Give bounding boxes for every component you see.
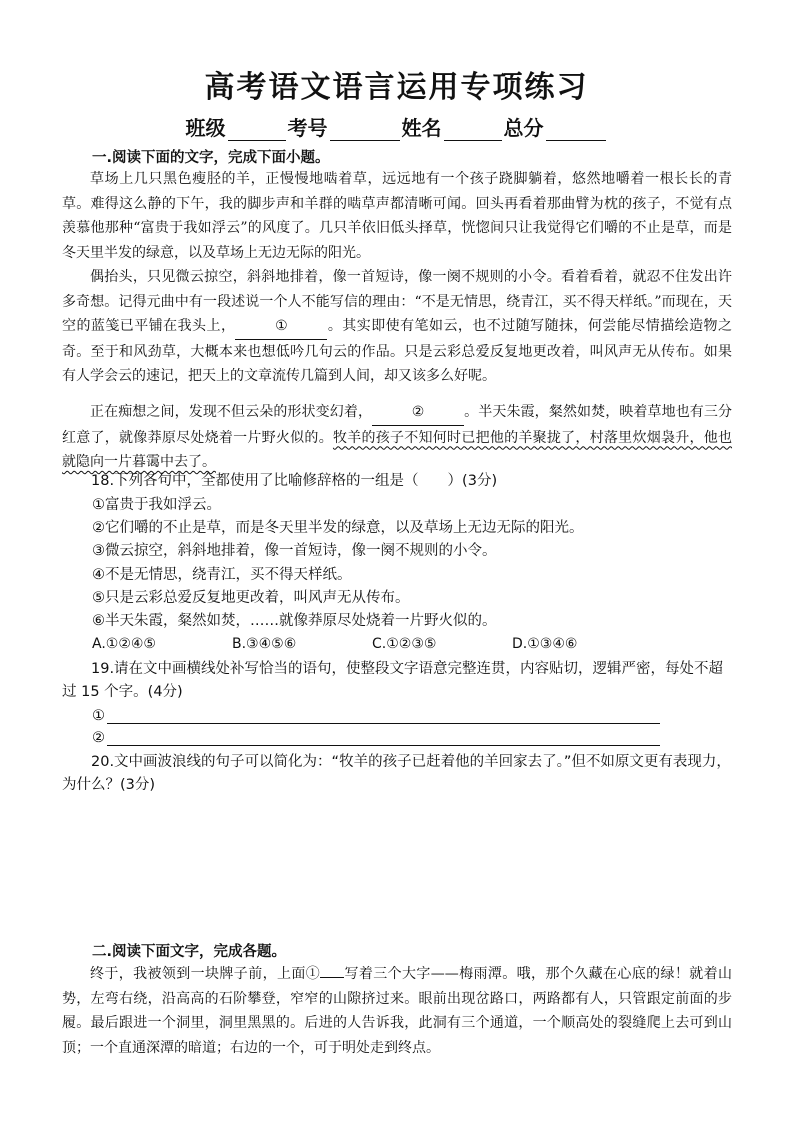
- number-blank[interactable]: [330, 120, 400, 141]
- paragraph3-text-a: 正在痴想之间，发现不但云朵的形状变幻着，: [90, 404, 373, 420]
- q18-option-5: ⑤只是云彩总爱反复地更改着，叫风声无从传布。: [92, 590, 410, 606]
- passage2-text-a: 终于，我被领到一块牌子前，上面①: [90, 966, 321, 982]
- passage1-paragraph2: [62, 265, 732, 389]
- paragraph2-text-b: 。其实即使有笔如云，也不过随写随抹，何尝能尽情描绘造物之奇。至于和风劲草，大概本来也想低吟几句云的作品。只是云彩总爱反复地更改着，叫风声无从传布。如果有人学会云的速记，把天上的文章流传几篇到人间，却又该多么好呢。: [62, 318, 733, 384]
- q18-option-3: ③微云掠空，斜斜地排着，像一首短诗，像一阕不规则的小令。: [92, 543, 497, 559]
- q18-option-6: ⑥半天朱霞，粲然如焚，……就像莽原尽处烧着一片野火似的。: [92, 613, 497, 629]
- blank-1[interactable]: ①: [235, 314, 327, 340]
- q19-answer-line-2[interactable]: [92, 728, 660, 746]
- answer-marker-1: ①: [92, 708, 105, 724]
- wavy-underlined-sentence: 牧羊的孩子不知何时已把他的羊聚拢了，村落里炊烟袅升，他也就隐向一片暮霭中去了。: [62, 429, 733, 470]
- section1-heading: 一.阅读下面的文字，完成下面小题。: [92, 150, 330, 166]
- number-label: 考号: [287, 116, 328, 140]
- q18-choices: [92, 636, 652, 652]
- question-18-stem: 18.下列各句中，全都使用了比喻修辞格的一组是（ ）(3分): [91, 473, 498, 489]
- passage2-blank-1[interactable]: [320, 977, 344, 978]
- answer-line-2[interactable]: [107, 728, 660, 746]
- passage2-paragraph1: [62, 962, 732, 1060]
- class-blank[interactable]: [228, 120, 286, 141]
- answer-marker-2: ②: [92, 730, 105, 746]
- student-info-row: [0, 112, 793, 141]
- question-20-stem: 20.文中画波浪线的句子可以简化为：“牧羊的孩子已赶着他的羊回家去了。”但不如原文更有表现力，为什么？(3分): [62, 754, 731, 793]
- blank-2[interactable]: ②: [372, 400, 464, 426]
- passage2-text-b: 写着三个大字——梅雨潭。哦，那个久藏在心底的绿！就着山势，左弯右绕，沿高高的石阶攀登，窄窄的山隙挤过来。眼前出现岔路口，两路都有人，只管跟定前面的步履。最后跟进一个洞里，洞里黑黑的。后进的人告诉我，此洞有三个通道，一个顺高处的裂缝爬上去可到山顶；一个直通深潭的暗道；右边的一个，可于明处走到终点。: [62, 966, 733, 1056]
- name-blank[interactable]: [444, 120, 502, 141]
- paragraph2-text-a: 偶抬头，只见微云掠空，斜斜地排着，像一首短诗，像一阕不规则的小令。看着看着，就忍不住发出许多奇想。记得元曲中有一段述说一个人不能写信的理由：“不是无情思，绕青江，买不得天样纸。”而现在，天空的蓝笺已平铺在我头上，: [62, 269, 732, 334]
- q18-option-2: ②它们嚼的不止是草，而是冬天里半发的绿意，以及草场上无边无际的阳光。: [92, 520, 584, 536]
- choice-a[interactable]: A.①②④⑤: [92, 636, 156, 652]
- section2-heading: 二.阅读下面文字，完成各题。: [92, 944, 287, 960]
- choice-b[interactable]: B.③④⑤⑥: [232, 636, 297, 652]
- answer-line-1[interactable]: [107, 706, 660, 724]
- score-blank[interactable]: [546, 120, 606, 141]
- passage1-paragraph1: 草场上几只黑色瘦胫的羊，正慢慢地啮着草，远远地有一个孩子跷脚躺着，悠然地嚼着一根长长的青草。难得这么静的下午，我的脚步声和羊群的啮草声都清晰可闻。回头再看着那曲臂为枕的孩子，不觉有点羡慕他那种“富贵于我如浮云”的风度了。几只羊依旧低头择草，恍惚间只让我觉得它们嚼的不止是草，而是冬天里半发的绿意，以及草场上无边无际的阳光。: [62, 171, 732, 261]
- choice-c[interactable]: C.①②③⑤: [372, 636, 437, 652]
- q18-option-1: ①富贵于我如浮云。: [92, 497, 221, 513]
- page-title: 高考语文语言运用专项练习: [204, 70, 589, 105]
- paragraph3-text-b: 。半天朱霞，粲然如焚，映着草地也有三分红意了，就像莽原尽处烧着一片野火似的。: [62, 404, 733, 446]
- class-label: 班级: [185, 116, 226, 140]
- q19-answer-line-1[interactable]: [92, 706, 660, 724]
- name-label: 姓名: [401, 116, 442, 140]
- score-label: 总分: [503, 116, 544, 140]
- passage1-paragraph3: [62, 400, 732, 475]
- choice-d[interactable]: D.①③④⑥: [512, 636, 578, 652]
- q18-option-4: ④不是无情思，绕青江，买不得天样纸。: [92, 567, 352, 583]
- question-19-stem: 19.请在文中画横线处补写恰当的语句，使整段文字语意完整连贯，内容贴切，逻辑严密，每处不超过 15 个字。(4分): [62, 661, 724, 700]
